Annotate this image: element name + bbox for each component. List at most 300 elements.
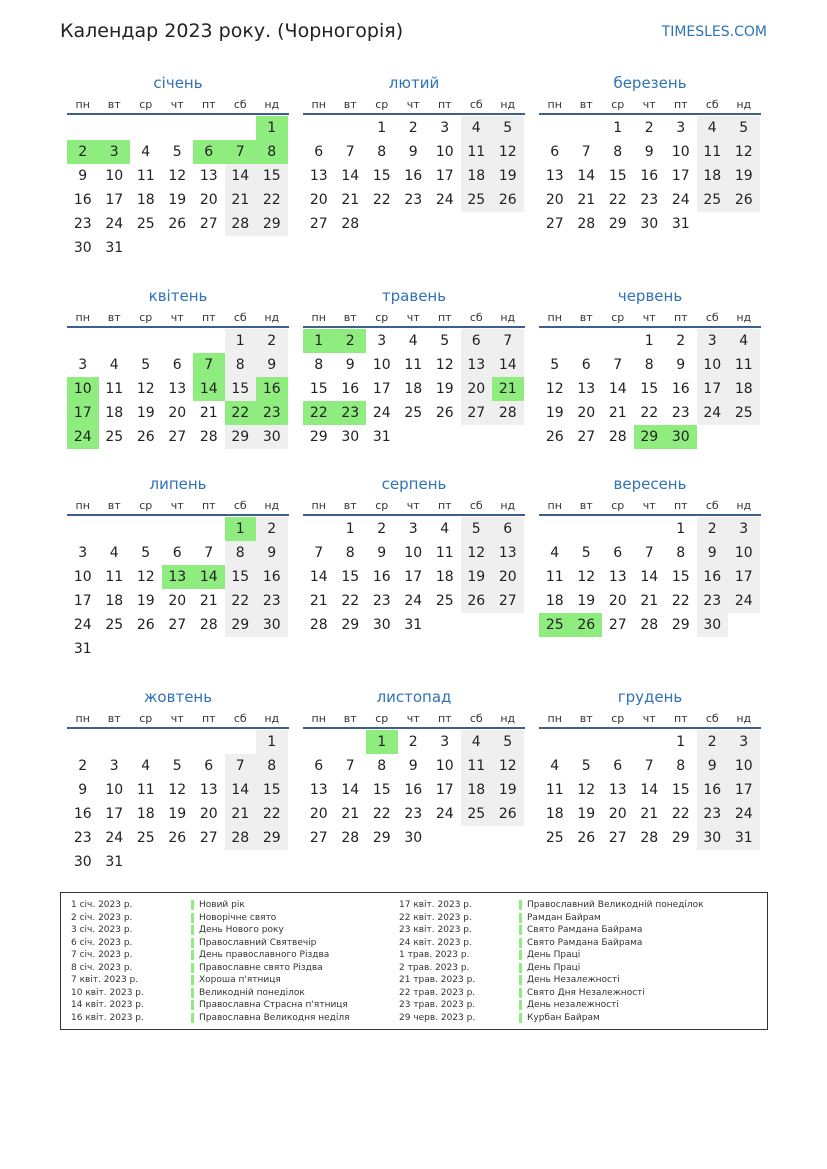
day-cell: 28: [608, 429, 627, 445]
day-cell: 23: [256, 589, 288, 613]
day-cell: 15: [256, 164, 288, 188]
legend-date: 7 квіт. 2023 р.: [71, 975, 139, 985]
day-cell: 12: [545, 381, 564, 397]
day-cell: 15: [256, 778, 288, 802]
weekday-label: нд: [264, 712, 280, 725]
day-cell: 11: [545, 782, 564, 798]
weekday-label: чт: [170, 98, 184, 111]
day-cell: 25: [136, 830, 155, 846]
day-cell: 4: [461, 116, 493, 140]
legend-date: 8 січ. 2023 р.: [71, 962, 133, 973]
day-cell: 3: [440, 734, 450, 750]
legend-row: [71, 962, 350, 975]
legend-marker: [191, 963, 194, 973]
day-cell: 29: [225, 613, 257, 637]
day-cell: 6: [492, 517, 524, 541]
day-cell: 20: [461, 377, 493, 401]
day-cell: 17: [435, 168, 454, 184]
holiday-day: 6: [193, 140, 225, 164]
weekday-label: нд: [500, 98, 516, 111]
empty-cell: [571, 730, 603, 754]
day-cell: 3: [728, 730, 760, 754]
day-cell: 24: [697, 401, 729, 425]
legend-date: 29 черв. 2023 р.: [399, 1012, 476, 1023]
day-cell: 2: [676, 333, 686, 349]
day-cell: 30: [404, 830, 423, 846]
day-cell: 8: [676, 545, 686, 561]
empty-cell: [539, 116, 571, 140]
month-9: [539, 471, 761, 637]
day-cell: 27: [168, 429, 187, 445]
holiday-day: 21: [492, 377, 524, 401]
weekday-header: [539, 96, 761, 115]
day-cell: 11: [404, 357, 423, 373]
day-cell: 9: [345, 357, 355, 373]
day-cell: 2: [408, 120, 418, 136]
holiday-day: 17: [67, 401, 99, 425]
legend-holiday-name: Великодній понеділок: [199, 987, 305, 998]
day-cell: 13: [608, 569, 627, 585]
day-cell: 31: [404, 617, 423, 633]
legend-marker: [519, 950, 522, 960]
weekday-label: вт: [107, 499, 121, 512]
legend-column-2: [399, 899, 704, 1024]
weekday-header: [67, 710, 289, 729]
day-cell: 26: [136, 429, 155, 445]
weekday-label: сб: [469, 311, 483, 324]
day-cell: 27: [608, 830, 627, 846]
day-cell: 15: [309, 381, 328, 397]
day-cell: 7: [345, 144, 355, 160]
day-cell: 25: [105, 429, 124, 445]
day-grid: [303, 729, 525, 850]
day-cell: 6: [172, 545, 182, 561]
weekday-label: ср: [611, 712, 625, 725]
day-cell: 1: [676, 734, 686, 750]
day-cell: 25: [728, 401, 760, 425]
day-cell: 31: [105, 240, 124, 256]
weekday-label: пн: [311, 499, 326, 512]
day-cell: 4: [141, 144, 151, 160]
day-cell: 30: [256, 425, 288, 449]
weekday-header: [67, 497, 289, 516]
legend-marker: [191, 950, 194, 960]
day-cell: 24: [73, 617, 92, 633]
holiday-day: 29: [634, 425, 666, 449]
empty-cell: [99, 517, 131, 541]
month-name: червень: [617, 287, 683, 305]
weekday-label: нд: [736, 311, 752, 324]
weekday-label: нд: [500, 311, 516, 324]
day-cell: 23: [671, 405, 690, 421]
legend-date: 6 січ. 2023 р.: [71, 937, 133, 948]
legend-marker: [191, 975, 194, 985]
empty-cell: [225, 116, 257, 140]
day-cell: 21: [608, 405, 627, 421]
day-cell: 15: [372, 782, 391, 798]
day-grid: [303, 115, 525, 236]
day-cell: 5: [141, 357, 151, 373]
day-cell: 5: [728, 116, 760, 140]
weekday-label: сб: [233, 499, 247, 512]
month-name: березень: [613, 74, 687, 92]
legend-row: [71, 924, 350, 937]
weekday-label: пт: [673, 499, 688, 512]
day-cell: 6: [204, 758, 214, 774]
day-cell: 24: [105, 216, 124, 232]
weekday-label: пн: [547, 98, 562, 111]
day-cell: 5: [492, 116, 524, 140]
day-cell: 25: [461, 802, 493, 826]
weekday-label: нд: [500, 712, 516, 725]
weekday-label: пн: [75, 98, 90, 111]
empty-cell: [335, 116, 367, 140]
day-cell: 17: [435, 782, 454, 798]
legend-holiday-name: Православна Страсна п'ятниця: [199, 1000, 348, 1010]
day-cell: 22: [671, 806, 690, 822]
holiday-day: 23: [335, 401, 367, 425]
day-cell: 24: [728, 802, 760, 826]
day-cell: 24: [671, 192, 690, 208]
legend-marker: [191, 1013, 194, 1023]
legend-marker: [191, 938, 194, 948]
weekday-header: [539, 710, 761, 729]
day-cell: 3: [109, 758, 119, 774]
day-cell: 1: [225, 329, 257, 353]
day-cell: 16: [404, 168, 423, 184]
legend-marker: [191, 913, 194, 923]
page-title: Календар 2023 року. (Чорногорія): [60, 20, 404, 42]
day-cell: 29: [256, 212, 288, 236]
weekday-label: вт: [107, 712, 121, 725]
day-cell: 6: [314, 144, 324, 160]
weekday-label: чт: [170, 712, 184, 725]
day-cell: 11: [136, 782, 155, 798]
weekday-header: [303, 309, 525, 328]
day-cell: 8: [644, 357, 654, 373]
day-cell: 23: [404, 192, 423, 208]
legend-date: 17 квіт. 2023 р.: [399, 900, 472, 910]
legend-marker: [519, 975, 522, 985]
day-cell: 24: [372, 405, 391, 421]
day-cell: 11: [728, 353, 760, 377]
weekday-label: сб: [705, 98, 719, 111]
day-cell: 11: [435, 545, 454, 561]
legend-row: [399, 999, 704, 1012]
day-cell: 16: [640, 168, 659, 184]
weekday-label: чт: [170, 311, 184, 324]
day-cell: 27: [461, 401, 493, 425]
month-name: травень: [381, 287, 447, 305]
day-cell: 30: [73, 854, 92, 870]
day-cell: 27: [545, 216, 564, 232]
day-grid: [303, 516, 525, 637]
day-cell: 27: [309, 216, 328, 232]
day-cell: 3: [697, 329, 729, 353]
day-cell: 3: [78, 545, 88, 561]
legend-holiday-name: День Нового року: [199, 925, 284, 935]
day-cell: 31: [372, 429, 391, 445]
day-cell: 17: [73, 593, 92, 609]
day-cell: 22: [256, 802, 288, 826]
day-cell: 4: [440, 521, 450, 537]
weekday-label: сб: [469, 499, 483, 512]
day-cell: 20: [309, 806, 328, 822]
empty-cell: [571, 329, 603, 353]
day-cell: 22: [372, 192, 391, 208]
weekday-header: [67, 309, 289, 328]
day-cell: 3: [377, 333, 387, 349]
day-cell: 23: [640, 192, 659, 208]
legend-date: 10 квіт. 2023 р.: [71, 987, 144, 998]
day-cell: 13: [577, 381, 596, 397]
holiday-day: 7: [225, 140, 257, 164]
weekday-label: ср: [375, 499, 389, 512]
month-10: [67, 684, 289, 874]
day-cell: 30: [341, 429, 360, 445]
day-cell: 28: [199, 617, 218, 633]
day-cell: 19: [492, 164, 524, 188]
day-cell: 28: [309, 617, 328, 633]
day-cell: 13: [461, 353, 493, 377]
day-cell: 28: [640, 830, 659, 846]
weekday-label: пт: [437, 712, 452, 725]
holiday-day: 25: [539, 613, 571, 637]
legend-row: [71, 999, 350, 1012]
weekday-label: сб: [705, 499, 719, 512]
day-cell: 7: [225, 754, 257, 778]
legend-holiday-name: Православне свято Різдва: [199, 962, 323, 973]
day-cell: 4: [461, 730, 493, 754]
day-cell: 29: [309, 429, 328, 445]
weekday-label: нд: [736, 712, 752, 725]
day-cell: 20: [199, 192, 218, 208]
day-cell: 11: [461, 754, 493, 778]
day-cell: 19: [136, 593, 155, 609]
weekday-label: вт: [579, 712, 593, 725]
day-cell: 13: [309, 782, 328, 798]
weekday-label: пн: [75, 499, 90, 512]
day-cell: 5: [172, 758, 182, 774]
day-cell: 24: [435, 192, 454, 208]
day-grid: [303, 328, 525, 449]
day-cell: 15: [671, 569, 690, 585]
day-cell: 21: [640, 593, 659, 609]
weekday-label: ср: [375, 712, 389, 725]
weekday-label: нд: [736, 98, 752, 111]
day-cell: 29: [671, 617, 690, 633]
legend-marker: [191, 1000, 194, 1010]
day-cell: 9: [78, 782, 88, 798]
day-cell: 8: [225, 353, 257, 377]
month-4: [67, 283, 289, 449]
day-cell: 29: [671, 830, 690, 846]
day-cell: 5: [172, 144, 182, 160]
day-cell: 2: [256, 329, 288, 353]
empty-cell: [602, 730, 634, 754]
day-cell: 31: [105, 854, 124, 870]
day-cell: 10: [728, 754, 760, 778]
legend-date: 22 трав. 2023 р.: [399, 987, 476, 998]
legend-date: 3 січ. 2023 р.: [71, 925, 133, 935]
day-cell: 22: [256, 188, 288, 212]
day-cell: 22: [671, 593, 690, 609]
empty-cell: [225, 730, 257, 754]
day-cell: 12: [492, 140, 524, 164]
day-cell: 3: [676, 120, 686, 136]
day-cell: 7: [492, 329, 524, 353]
day-cell: 14: [492, 353, 524, 377]
day-cell: 18: [728, 377, 760, 401]
site-link[interactable]: TIMESLES.COM: [661, 24, 767, 40]
day-cell: 19: [577, 806, 596, 822]
empty-cell: [602, 329, 634, 353]
legend-date: 7 січ. 2023 р.: [71, 950, 133, 960]
legend-row: [71, 974, 350, 987]
day-cell: 28: [640, 617, 659, 633]
holiday-day: 1: [225, 517, 257, 541]
month-name: січень: [153, 74, 203, 92]
day-cell: 18: [136, 806, 155, 822]
empty-cell: [303, 517, 335, 541]
day-cell: 20: [608, 806, 627, 822]
day-cell: 13: [168, 381, 187, 397]
day-cell: 14: [640, 569, 659, 585]
day-cell: 19: [168, 806, 187, 822]
day-cell: 21: [199, 593, 218, 609]
weekday-label: пт: [437, 311, 452, 324]
day-cell: 25: [697, 188, 729, 212]
weekday-label: нд: [500, 499, 516, 512]
day-cell: 21: [577, 192, 596, 208]
day-cell: 6: [461, 329, 493, 353]
month-name: липень: [149, 475, 207, 493]
month-3: [539, 70, 761, 236]
day-cell: 20: [545, 192, 564, 208]
day-cell: 19: [728, 164, 760, 188]
day-cell: 4: [109, 357, 119, 373]
empty-cell: [67, 329, 99, 353]
day-cell: 15: [225, 377, 257, 401]
day-cell: 18: [435, 569, 454, 585]
day-cell: 22: [341, 593, 360, 609]
day-cell: 4: [550, 545, 560, 561]
day-cell: 20: [168, 593, 187, 609]
holiday-day: 22: [303, 401, 335, 425]
day-cell: 1: [256, 730, 288, 754]
empty-cell: [303, 730, 335, 754]
weekday-label: сб: [705, 712, 719, 725]
month-12: [539, 684, 761, 850]
weekday-header: [539, 309, 761, 328]
day-cell: 6: [613, 758, 623, 774]
day-cell: 31: [73, 641, 92, 657]
day-cell: 15: [341, 569, 360, 585]
day-cell: 30: [697, 826, 729, 850]
day-cell: 15: [640, 381, 659, 397]
day-cell: 4: [109, 545, 119, 561]
day-cell: 12: [492, 754, 524, 778]
day-cell: 9: [644, 144, 654, 160]
day-cell: 17: [105, 192, 124, 208]
day-cell: 17: [404, 569, 423, 585]
day-cell: 30: [372, 617, 391, 633]
legend-date: 21 трав. 2023 р.: [399, 975, 476, 985]
day-cell: 29: [225, 425, 257, 449]
day-cell: 8: [314, 357, 324, 373]
empty-cell: [130, 730, 162, 754]
day-cell: 24: [435, 806, 454, 822]
day-cell: 12: [461, 541, 493, 565]
day-cell: 30: [73, 240, 92, 256]
day-cell: 17: [105, 806, 124, 822]
day-cell: 4: [697, 116, 729, 140]
holiday-day: 23: [256, 401, 288, 425]
holiday-day: 3: [99, 140, 131, 164]
day-cell: 28: [341, 830, 360, 846]
weekday-label: ср: [375, 311, 389, 324]
holiday-day: 14: [193, 565, 225, 589]
day-cell: 16: [372, 569, 391, 585]
day-cell: 28: [577, 216, 596, 232]
day-cell: 30: [256, 613, 288, 637]
month-name: жовтень: [143, 688, 213, 706]
day-cell: 13: [608, 782, 627, 798]
day-cell: 14: [309, 569, 328, 585]
day-cell: 14: [577, 168, 596, 184]
day-cell: 1: [644, 333, 654, 349]
weekday-label: ср: [139, 712, 153, 725]
day-cell: 15: [372, 168, 391, 184]
day-cell: 12: [728, 140, 760, 164]
day-cell: 26: [577, 830, 596, 846]
legend-row: [71, 949, 350, 962]
legend-date: 1 трав. 2023 р.: [399, 950, 470, 960]
day-cell: 10: [372, 357, 391, 373]
day-cell: 7: [644, 545, 654, 561]
month-name: грудень: [617, 688, 683, 706]
day-cell: 7: [345, 758, 355, 774]
legend-holiday-name: День Незалежності: [527, 975, 620, 985]
day-cell: 23: [697, 589, 729, 613]
day-cell: 26: [168, 830, 187, 846]
holiday-day: 24: [67, 425, 99, 449]
day-cell: 18: [697, 164, 729, 188]
day-cell: 10: [728, 541, 760, 565]
legend-row: [399, 974, 704, 987]
holiday-day: 30: [665, 425, 697, 449]
day-cell: 25: [105, 617, 124, 633]
empty-cell: [634, 517, 666, 541]
legend-row: [399, 962, 704, 975]
legend-marker: [519, 1013, 522, 1023]
day-cell: 20: [577, 405, 596, 421]
empty-cell: [67, 730, 99, 754]
weekday-label: пт: [673, 311, 688, 324]
day-cell: 28: [225, 826, 257, 850]
day-cell: 25: [545, 830, 564, 846]
day-cell: 19: [461, 565, 493, 589]
day-cell: 22: [640, 405, 659, 421]
day-cell: 29: [372, 830, 391, 846]
weekday-label: сб: [233, 712, 247, 725]
legend-marker: [519, 938, 522, 948]
legend-row: [399, 899, 704, 912]
legend-row: [71, 937, 350, 950]
empty-cell: [67, 116, 99, 140]
day-cell: 17: [697, 377, 729, 401]
day-cell: 21: [225, 188, 257, 212]
